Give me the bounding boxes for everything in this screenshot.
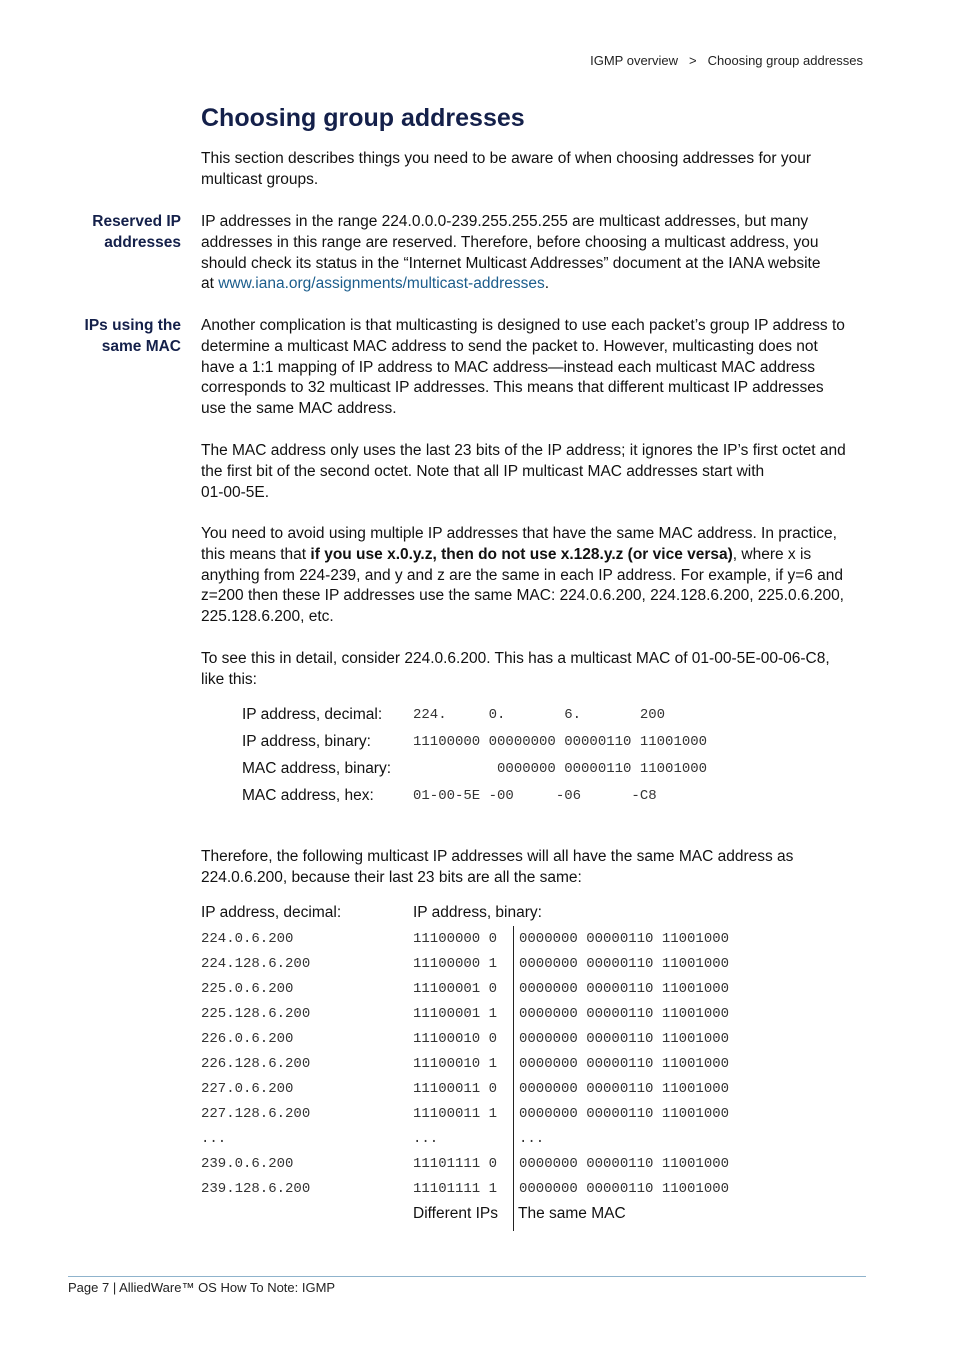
intro-paragraph: This section describes things you need to be aware of when choosing addresses for your multicast groups. [201,150,812,188]
text-line: determine a multicast MAC address to send the packet to. However, multicasting does not [201,337,818,355]
ip-prefix-cell: 11101111 0 [413,1156,498,1172]
column-header-binary: IP address, binary: [413,904,542,921]
text-line: should check its status in the “Internet Multicast Addresses” document at the IANA website [201,254,821,272]
text-line: IP addresses in the range 224.0.0.0-239.255.255.255 are multicast addresses, but many [201,213,809,230]
side-heading-line: Reserved IP [92,213,181,230]
bit-boundary-divider [513,926,514,1231]
ip-decimal-cell: ... [201,1131,227,1147]
ip-prefix-cell: 11100010 1 [413,1056,498,1072]
ip-decimal-cell: 225.0.6.200 [201,981,294,997]
text-line: To see this in detail, consider 224.0.6.200. This has a multicast MAC of 01-00-5E-00-06-C8, [201,650,830,667]
detail-label: IP address, decimal: [242,706,383,723]
mac-bits-cell: 0000000 00000110 11001000 [519,981,730,997]
text-line: anything from 224-239, and y and z are the same in each IP address. For example, if y=6 and [201,566,844,584]
ip-prefix-cell: 11100011 0 [413,1081,498,1097]
ip-decimal-cell: 224.128.6.200 [201,956,311,972]
text-line: use the same MAC address. [201,400,397,418]
same-mac-paragraph-4 [201,649,871,691]
text-line: Another complication is that multicasting is designed to use each packet’s group IP address to [201,317,845,334]
mac-bits-cell: 0000000 00000110 11001000 [519,1031,730,1047]
text-fragment: , where x is [732,545,812,563]
side-heading-line: addresses [104,233,181,251]
mac-bits-cell: 0000000 00000110 11001000 [519,1006,730,1022]
text-line: You need to avoid using multiple IP addresses that have the same MAC address. In practice, [201,525,837,542]
ip-decimal-cell: 239.128.6.200 [201,1181,311,1197]
text-line: the first bit of the second octet. Note that all IP multicast MAC addresses start with [201,462,765,480]
text-line [201,545,871,566]
therefore-paragraph [201,847,871,889]
breadcrumb-item-section: IGMP overview [590,53,679,68]
side-heading-line: same MAC [101,337,181,355]
mac-bits-cell: 0000000 00000110 11001000 [519,1106,730,1122]
ip-prefix-cell: 11100011 1 [413,1106,498,1122]
ip-prefix-cell: 11100001 0 [413,981,498,997]
text-line: addresses in this range are reserved. Therefore, before choosing a multicast address, you [201,233,819,251]
mac-bits-cell: 0000000 00000110 11001000 [519,931,730,947]
text-line: 01-00-5E. [201,483,270,501]
detail-label: IP address, binary: [242,733,371,750]
side-heading-reserved [41,212,181,254]
same-mac-paragraph-1 [201,316,871,420]
ip-prefix-cell: ... [413,1131,439,1147]
text-line: Therefore, the following multicast IP addresses will all have the same MAC address as [201,848,794,865]
mac-bits-cell: 0000000 00000110 11001000 [519,956,730,972]
mac-bits-cell: 0000000 00000110 11001000 [519,1181,730,1197]
same-mac-paragraph-2 [201,441,871,503]
footer-label-same-mac: The same MAC [518,1205,626,1222]
mac-bits-cell: 0000000 00000110 11001000 [519,1056,730,1072]
ip-decimal-cell: 227.0.6.200 [201,1081,294,1097]
detail-label: MAC address, hex: [242,787,374,804]
detail-value: 0000000 00000110 11001000 [413,761,708,777]
breadcrumb-separator: > [689,53,697,68]
ip-decimal-cell: 224.0.6.200 [201,931,294,947]
text-line: The MAC address only uses the last 23 bits of the IP address; it ignores the IP’s first octet and [201,442,846,459]
detail-value: 11100000 00000000 00000110 11001000 [413,734,708,750]
breadcrumb [590,53,863,68]
text-line: 225.128.6.200, etc. [201,608,334,626]
bold-rule: if you use x.0.y.z, then do not use x.128.y.z (or vice versa) [310,545,733,563]
footer-label-different-ips: Different IPs [413,1205,499,1222]
side-heading-line: IPs using the [84,317,181,334]
page-footer: Page 7 | AlliedWare™ OS How To Note: IGMP [68,1280,336,1295]
text-fragment: at [201,275,219,293]
footer-rule [68,1276,866,1277]
detail-value: 224. 0. 6. 200 [413,707,666,723]
ip-prefix-cell: 11100000 1 [413,956,498,972]
side-heading-same-mac [41,316,181,358]
text-line: corresponds to 32 multicast IP addresses. This means that different multicast IP addresses [201,379,824,397]
iana-link[interactable]: www.iana.org/assignments/multicast-addresses [218,275,545,293]
text-line: 224.0.6.200, because their last 23 bits are all the same: [201,868,582,886]
ip-prefix-cell: 11101111 1 [413,1181,498,1197]
text-line: have a 1:1 mapping of IP address to MAC address—instead each multicast MAC address [201,358,815,376]
ip-decimal-cell: 226.128.6.200 [201,1056,311,1072]
same-mac-paragraph-3 [201,524,871,628]
detail-value: 01-00-5E -00 -06 -C8 [413,788,657,804]
reserved-paragraph [201,212,871,295]
text-fragment: this means that [201,545,311,563]
mac-bits-cell: ... [519,1131,545,1147]
text-line: like this: [201,670,257,688]
page-title: Choosing group addresses [201,104,525,132]
ip-prefix-cell: 11100001 1 [413,1006,498,1022]
text-line: z=200 then these IP addresses use the same MAC: 224.0.6.200, 224.128.6.200, 225.0.6.200, [201,587,844,605]
ip-decimal-cell: 225.128.6.200 [201,1006,311,1022]
column-header-decimal: IP address, decimal: [201,904,342,921]
mac-bits-cell: 0000000 00000110 11001000 [519,1081,730,1097]
ip-decimal-cell: 226.0.6.200 [201,1031,294,1047]
ip-prefix-cell: 11100010 0 [413,1031,498,1047]
detail-label: MAC address, binary: [242,760,392,777]
text-line [201,274,871,295]
ip-decimal-cell: 239.0.6.200 [201,1156,294,1172]
text-fragment: . [544,275,550,293]
breadcrumb-item-page: Choosing group addresses [707,53,863,68]
mac-bits-cell: 0000000 00000110 11001000 [519,1156,730,1172]
ip-prefix-cell: 11100000 0 [413,931,498,947]
ip-decimal-cell: 227.128.6.200 [201,1106,311,1122]
